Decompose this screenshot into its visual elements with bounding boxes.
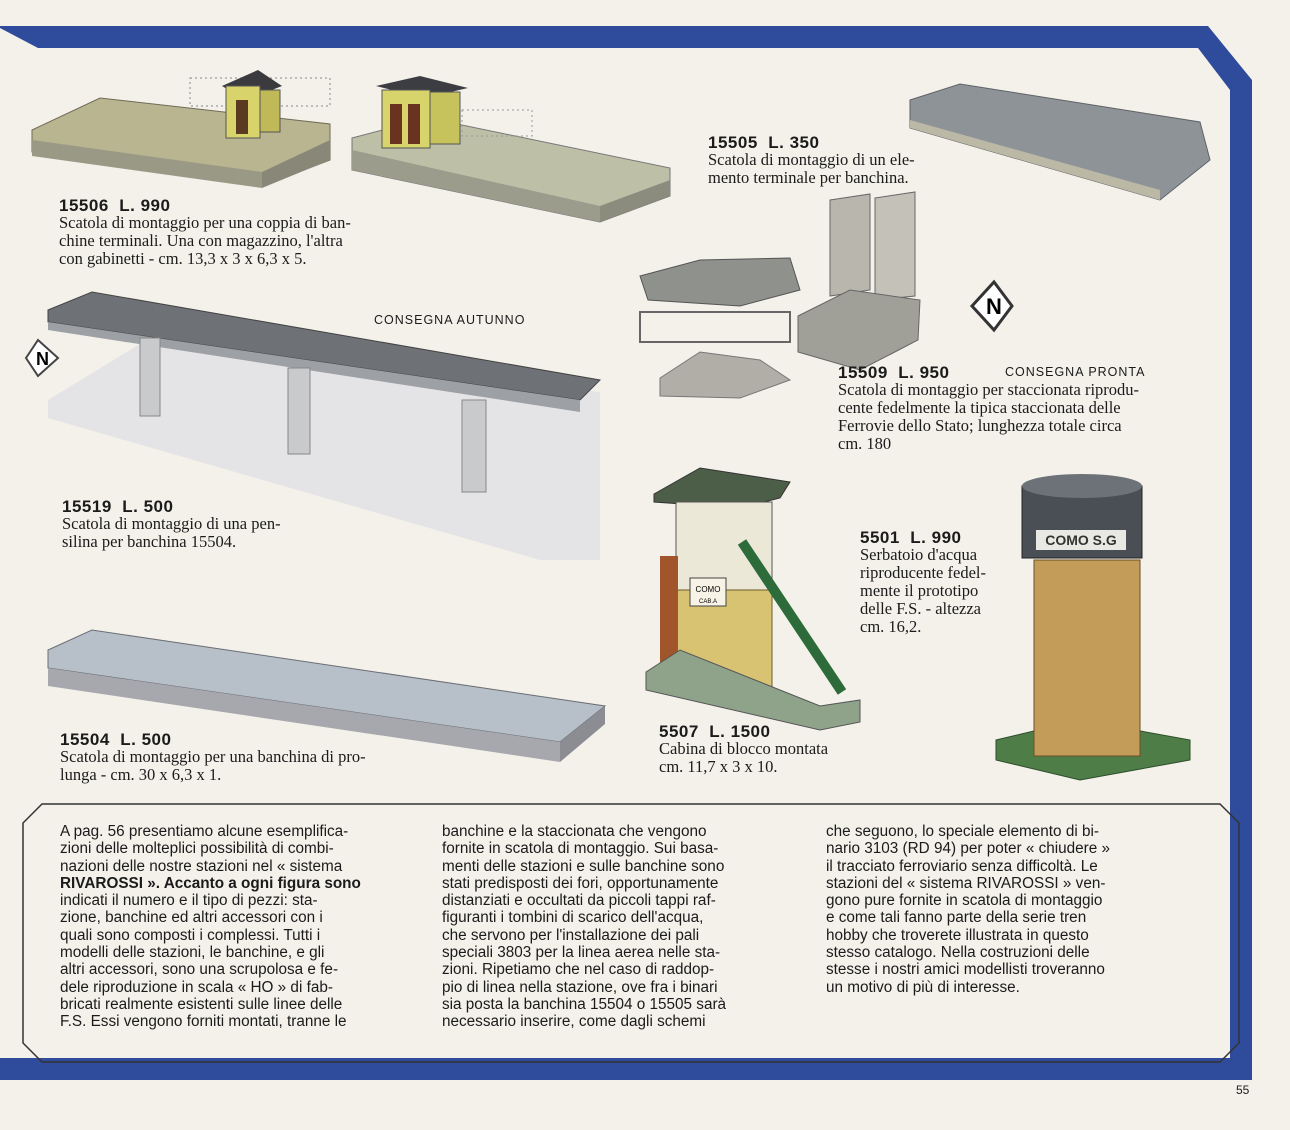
text-line: indicati il numero e il tipo di pezzi: sta- (60, 892, 318, 910)
text-line: nazioni delle nostre stazioni nel « sistema (60, 857, 343, 875)
intro-text-column-3 (826, 823, 1176, 996)
water-tower-illustration (996, 474, 1190, 780)
text-line: stesse i nostri amici modellisti troveranno (826, 961, 1105, 979)
product-price: L. 350 (768, 133, 820, 152)
description-line: con gabinetti - cm. 13,3 x 3 x 6,3 x 5. (59, 249, 307, 268)
intro-text-column-2 (442, 823, 792, 1031)
text-line: fornite in scatola di montaggio. Sui basa- (442, 840, 719, 858)
text-line: stazioni del « sistema RIVAROSSI » ven- (826, 874, 1106, 892)
text-line: menti delle stazioni e sulle banchine sono (442, 857, 725, 875)
delivery-note-ready: CONSEGNA PRONTA (1005, 365, 1146, 379)
product-description-15506 (59, 214, 419, 268)
description-line: Ferrovie dello Stato; lunghezza totale circa (838, 416, 1122, 435)
description-line: cm. 180 (838, 434, 892, 453)
text-line: banchine e la staccionata che vengono (442, 823, 707, 840)
text-line: F.S. Essi vengono forniti montati, tranne le (60, 1013, 347, 1031)
text-line: quali sono composti i complessi. Tutti i (60, 926, 321, 944)
description-line: delle F.S. - altezza (860, 599, 982, 618)
description-line: Scatola di montaggio per staccionata riprodu- (838, 380, 1140, 399)
tower-sign-text: COMO S.G (1045, 532, 1117, 548)
description-line: Scatola di montaggio per una coppia di ban- (59, 213, 351, 232)
text-line: che servono per l'installazione dei pali (442, 926, 700, 944)
product-description-15519 (62, 515, 342, 551)
description-line: Scatola di montaggio per una banchina di pro- (60, 747, 366, 766)
text-line: hobby che troverete illustrata in questo (826, 926, 1089, 944)
description-line: chine terminali. Una con magazzino, l'altra (59, 231, 343, 250)
product-price: L. 990 (119, 196, 171, 215)
text-line: che seguono, lo speciale elemento di bi- (826, 823, 1099, 840)
signal-cabin-illustration (646, 468, 860, 730)
text-line: stesso catalogo. Nella costruzioni delle (826, 944, 1090, 962)
text-line: altri accessori, sono una scrupolosa e fe- (60, 961, 339, 979)
text-line: un motivo di più di interesse. (826, 978, 1020, 996)
product-description-15505 (708, 151, 988, 187)
text-line: figuranti i tombini di scarico dell'acqua, (442, 909, 704, 927)
page-number: 55 (1236, 1083, 1250, 1097)
intro-text-column-1 (60, 823, 410, 1031)
product-description-5501 (860, 546, 1020, 636)
n-gauge-mark-right-letter: N (986, 294, 1002, 319)
delivery-note-autumn: CONSEGNA AUTUNNO (374, 313, 526, 327)
description-line: riproducente fedel- (860, 563, 986, 582)
text-line: RIVAROSSI ». Accanto a ogni figura sono (60, 874, 361, 892)
product-number: 5501 (860, 528, 900, 547)
description-line: silina per banchina 15504. (62, 532, 237, 551)
text-line: modelli delle stazioni, le banchine, e gli (60, 944, 325, 962)
text-line: pio di linea nella stazione, ove fra i binari (442, 978, 718, 996)
text-line: dele riproduzione in scala « HO » di fab- (60, 978, 333, 996)
description-line: Scatola di montaggio di una pen- (62, 514, 281, 533)
description-line: mente il prototipo (860, 581, 979, 600)
product-description-5507 (659, 740, 879, 776)
text-line: il tracciato ferroviario senza difficoltà. Le (826, 857, 1098, 875)
product-price: L. 500 (120, 730, 172, 749)
text-line: necessario inserire, come dagli schemi (442, 1013, 706, 1031)
text-line: sia posta la banchina 15504 o 15505 sarà (442, 995, 727, 1013)
product-number: 15504 (60, 730, 110, 749)
product-price: L. 950 (898, 363, 950, 382)
text-line: e come tali fanno parte della serie tren (826, 909, 1087, 927)
cabin-sign-text-1: COMO (695, 585, 721, 594)
text-line: speciali 3803 per la linea aerea nelle sta- (442, 944, 721, 962)
product-price: L. 1500 (709, 722, 771, 741)
description-line: Cabina di blocco montata (659, 739, 829, 758)
text-line: zione, banchine ed altri accessori con i (60, 909, 323, 927)
product-number: 15506 (59, 196, 109, 215)
product-description-15509 (838, 381, 1198, 453)
description-line: cm. 16,2. (860, 617, 922, 636)
text-line: nario 3103 (RD 94) per poter « chiudere » (826, 840, 1111, 858)
product-number: 15519 (62, 497, 112, 516)
text-line: stati predisposti dei fori, opportunamente (442, 874, 719, 892)
cabin-sign-text-2: CAB.A (698, 599, 718, 605)
description-line: cente fedelmente la tipica staccionata delle (838, 398, 1121, 417)
product-number: 15505 (708, 133, 758, 152)
text-line: distanziati e occultati da piccoli tappi raf- (442, 892, 716, 910)
text-line: zioni. Ripetiamo che nel caso di raddop- (442, 961, 715, 979)
product-number: 15509 (838, 363, 888, 382)
description-line: cm. 11,7 x 3 x 10. (659, 757, 778, 776)
n-gauge-mark-left-letter: N (36, 349, 49, 369)
description-line: Scatola di montaggio di un ele- (708, 150, 915, 169)
description-line: Serbatoio d'acqua (860, 545, 978, 564)
text-line: gono pure fornite in scatola di montaggio (826, 892, 1103, 910)
product-description-15504 (60, 748, 420, 784)
text-line: bricati realmente esistenti sulle linee delle (60, 995, 343, 1013)
text-line: A pag. 56 presentiamo alcune esemplifica- (60, 823, 349, 840)
product-price: L. 990 (910, 528, 962, 547)
product-number: 5507 (659, 722, 699, 741)
description-line: mento terminale per banchina. (708, 168, 909, 187)
description-line: lunga - cm. 30 x 6,3 x 1. (60, 765, 222, 784)
product-price: L. 500 (122, 497, 174, 516)
text-line: zioni delle molteplici possibilità di combi- (60, 840, 334, 858)
